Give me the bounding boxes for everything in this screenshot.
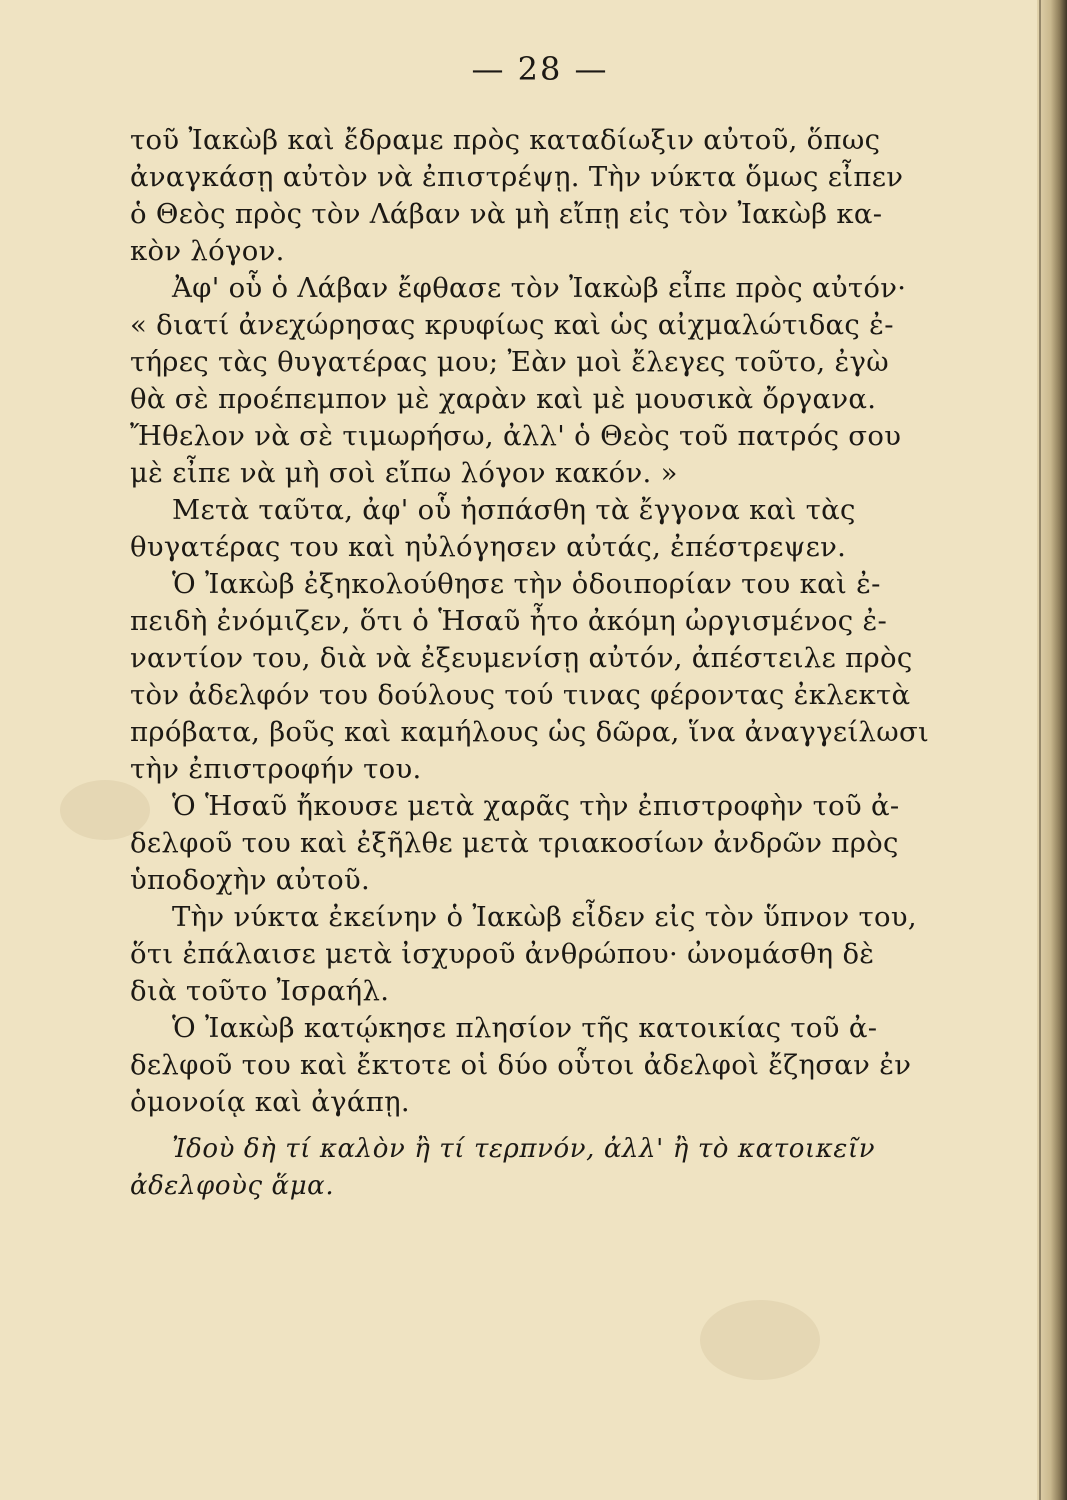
paper-stain [700,1300,820,1380]
text-line: πειδὴ ἐνόμιζεν, ὅτι ὁ Ἡσαῦ ἦτο ἀκόμη ὠργισμένος ἐ- [130,605,888,637]
book-spine-edge [1037,0,1067,1500]
text-line: κὸν λόγον. [130,235,285,267]
text-line: ἀναγκάσῃ αὐτὸν νὰ ἐπιστρέψῃ. Τὴν νύκτα ὅμως εἶπεν [130,161,904,193]
book-spine-line [1039,0,1041,1500]
paragraph-start: Ὁ Ἡσαῦ ἤκουσε μετὰ χαρᾶς τὴν ἐπιστροφὴν τοῦ ἀ- [172,790,900,822]
text-line: μὲ εἶπε νὰ μὴ σοὶ εἴπω λόγον κακόν. » [130,457,678,489]
text-line: ὑποδοχὴν αὐτοῦ. [130,864,371,896]
paragraph-start: Μετὰ ταῦτα, ἀφ' οὗ ἠσπάσθη τὰ ἔγγονα καὶ τὰς [172,494,856,526]
text-line: διὰ τοῦτο Ἰσραήλ. [130,975,390,1007]
text-line: τήρες τὰς θυγατέρας μου; Ἐὰν μοὶ ἔλεγες τοῦτο, ἐγὼ [130,346,890,378]
paragraph-start: Ὁ Ἰακὼβ κατῴκησε πλησίον τῆς κατοικίας τοῦ ἀ- [172,1012,878,1044]
text-body [130,122,970,1205]
scripture-quote [130,1131,970,1205]
paragraph-start: Τὴν νύκτα ἐκείνην ὁ Ἰακὼβ εἶδεν εἰς τὸν ὕπνον του, [172,901,917,933]
quote-line: Ἰδοὺ δὴ τί καλὸν ἢ τί τερπνόν, ἀλλ' ἢ τὸ κατοικεῖν [172,1134,876,1164]
text-line: « διατί ἀνεχώρησας κρυφίως καὶ ὡς αἰχμαλώτιδας ἐ- [130,309,894,341]
text-line: τὸν ἀδελφόν του δούλους τού τινας φέροντας ἐκλεκτὰ [130,679,911,711]
paragraph-start: Ἀφ' οὗ ὁ Λάβαν ἔφθασε τὸν Ἰακὼβ εἶπε πρὸς αὐτόν· [172,272,907,304]
text-line: ὁ Θεὸς πρὸς τὸν Λάβαν νὰ μὴ εἴπῃ εἰς τὸν Ἰακὼβ κα- [130,198,883,230]
text-line: ὁμονοίᾳ καὶ ἀγάπῃ. [130,1086,410,1118]
page-number: — 28 — [471,50,609,88]
text-line: πρόβατα, βοῦς καὶ καμήλους ὡς δῶρα, ἵνα ἀναγγείλωσι [130,716,930,748]
quote-line: ἀδελφοὺς ἅμα. [130,1171,335,1201]
text-line: δελφοῦ του καὶ ἐξῆλθε μετὰ τριακοσίων ἀνδρῶν πρὸς [130,827,899,859]
text-line: δελφοῦ του καὶ ἔκτοτε οἱ δύο οὗτοι ἀδελφοὶ ἔζησαν ἐν [130,1049,912,1081]
text-line: ὅτι ἐπάλαισε μετὰ ἰσχυροῦ ἀνθρώπου· ὠνομάσθη δὲ [130,938,875,970]
paragraph-start: Ὁ Ἰακὼβ ἐξηκολούθησε τὴν ὁδοιπορίαν του καὶ ἐ- [172,568,881,600]
text-line: τὴν ἐπιστροφήν του. [130,753,422,785]
text-line: θυγατέρας του καὶ ηὐλόγησεν αὐτάς, ἐπέστρεψεν. [130,531,847,563]
text-line: θὰ σὲ προέπεμπον μὲ χαρὰν καὶ μὲ μουσικὰ ὄργανα. [130,383,877,415]
text-line: Ἤθελον νὰ σὲ τιμωρήσω, ἀλλ' ὁ Θεὸς τοῦ πατρός σου [130,420,902,452]
text-line: τοῦ Ἰακὼβ καὶ ἔδραμε πρὸς καταδίωξιν αὐτοῦ, ὅπως [130,124,881,156]
text-line: ναντίον του, διὰ νὰ ἐξευμενίσῃ αὐτόν, ἀπέστειλε πρὸς [130,642,913,674]
